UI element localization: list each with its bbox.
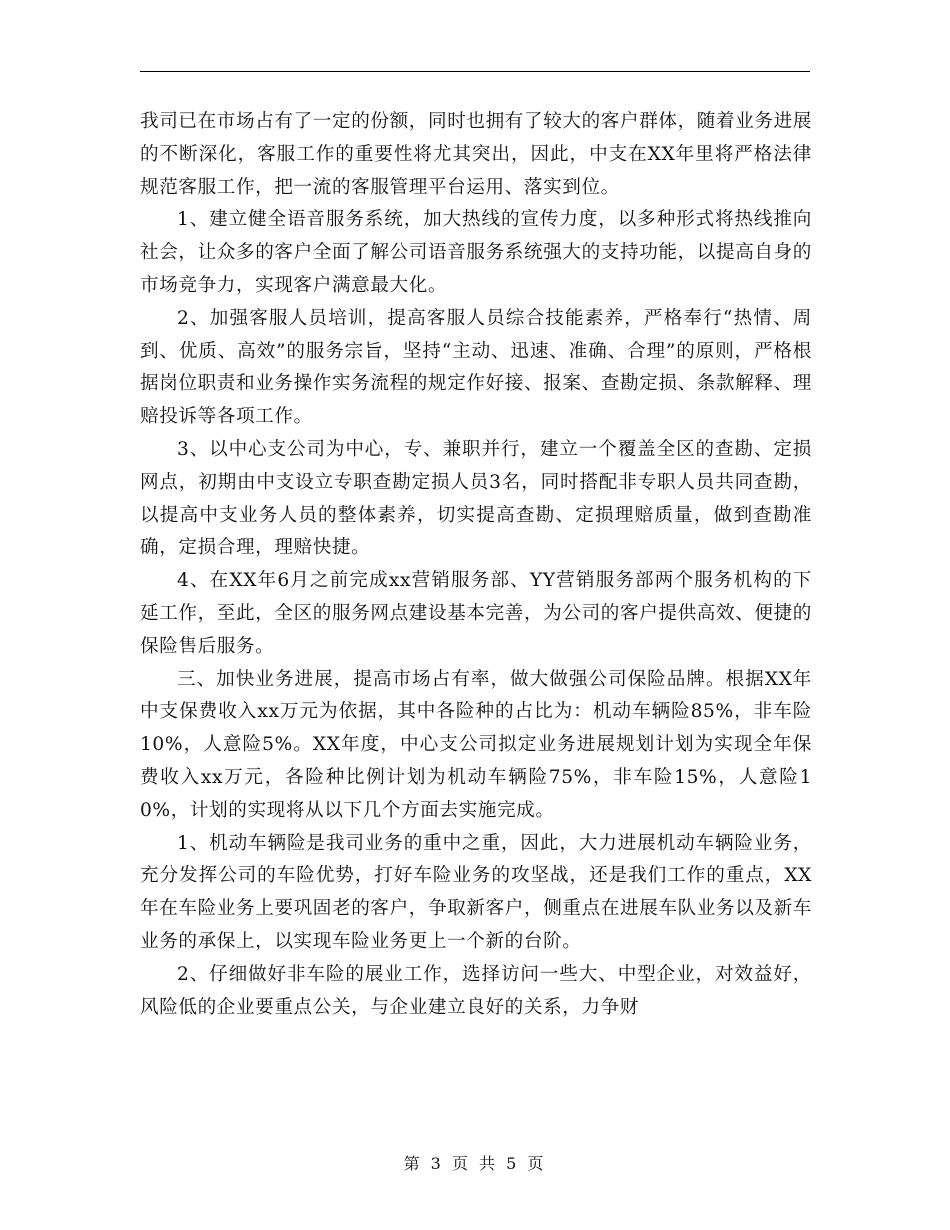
paragraph-voice-service: 1、建立健全语音服务系统，加大热线的宣传力度，以多种形式将热线推向社会，让众多的客户全面了解公司语音服务系统强大的支持功能，以提高自身的市场竞争力，实现客户满意最大化。	[140, 209, 812, 296]
paragraph-staff-training: 2、加强客服人员培训，提高客服人员综合技能素养，严格奉行“热情、周到、优质、高效”的服务宗旨，坚持“主动、迅速、准确、合理”的原则，严格根据岗位职责和业务操作实务流程的规定作好接、报案、查勘定损、条款解释、理赔投诉等各项工作。	[140, 307, 812, 428]
paragraph-section-three: 三、加快业务进展，提高市场占有率，做大做强公司保险品牌。根据XX年中支保费收入xx万元为依据，其中各险种的占比为：机动车辆险85%，非车险10%，人意险5%。XX年度，中心支公司拟定业务进展规划计划为实现全年保费收入xx万元，各险种比例计划为机动车辆险75%，非车险15%，人意险10%，计划的实现将从以下几个方面去实施完成。	[140, 668, 812, 821]
header-rule	[140, 71, 810, 72]
document-body	[140, 106, 812, 1024]
paragraph-non-motor: 2、仔细做好非车险的展业工作，选择访问一些大、中型企业，对效益好，风险低的企业要重点公关，与企业建立良好的关系，力争财	[140, 963, 812, 1018]
paragraph-intro: 我司已在市场占有了一定的份额，同时也拥有了较大的客户群体，随着业务进展的不断深化，客服工作的重要性将尤其突出，因此，中支在XX年里将严格法律规范客服工作，把一流的客服管理平台运用、落实到位。	[140, 111, 812, 198]
paragraph-survey-network: 3、以中心支公司为中心，专、兼职并行，建立一个覆盖全区的查勘、定损网点，初期由中支设立专职查勘定损人员3名，同时搭配非专职人员共同查勘，以提高中支业务人员的整体素养，切实提高查勘、定损理赔质量，做到查勘准确，定损合理，理赔快捷。	[140, 438, 812, 559]
paragraph-motor-insurance: 1、机动车辆险是我司业务的重中之重，因此，大力进展机动车辆险业务，充分发挥公司的车险优势，打好车险业务的攻坚战，还是我们工作的重点，XX年在车险业务上要巩固老的客户，争取新客户，侧重点在进展车队业务以及新车业务的承保上，以实现车险业务更上一个新的台阶。	[140, 832, 812, 952]
paragraph-service-outlets: 4、在XX年6月之前完成xx营销服务部、YY营销服务部两个服务机构的下延工作，至此，全区的服务网点建设基本完善，为公司的客户提供高效、便捷的保险售后服务。	[140, 570, 812, 657]
page-number: 第 3 页 共 5 页	[403, 1154, 547, 1173]
